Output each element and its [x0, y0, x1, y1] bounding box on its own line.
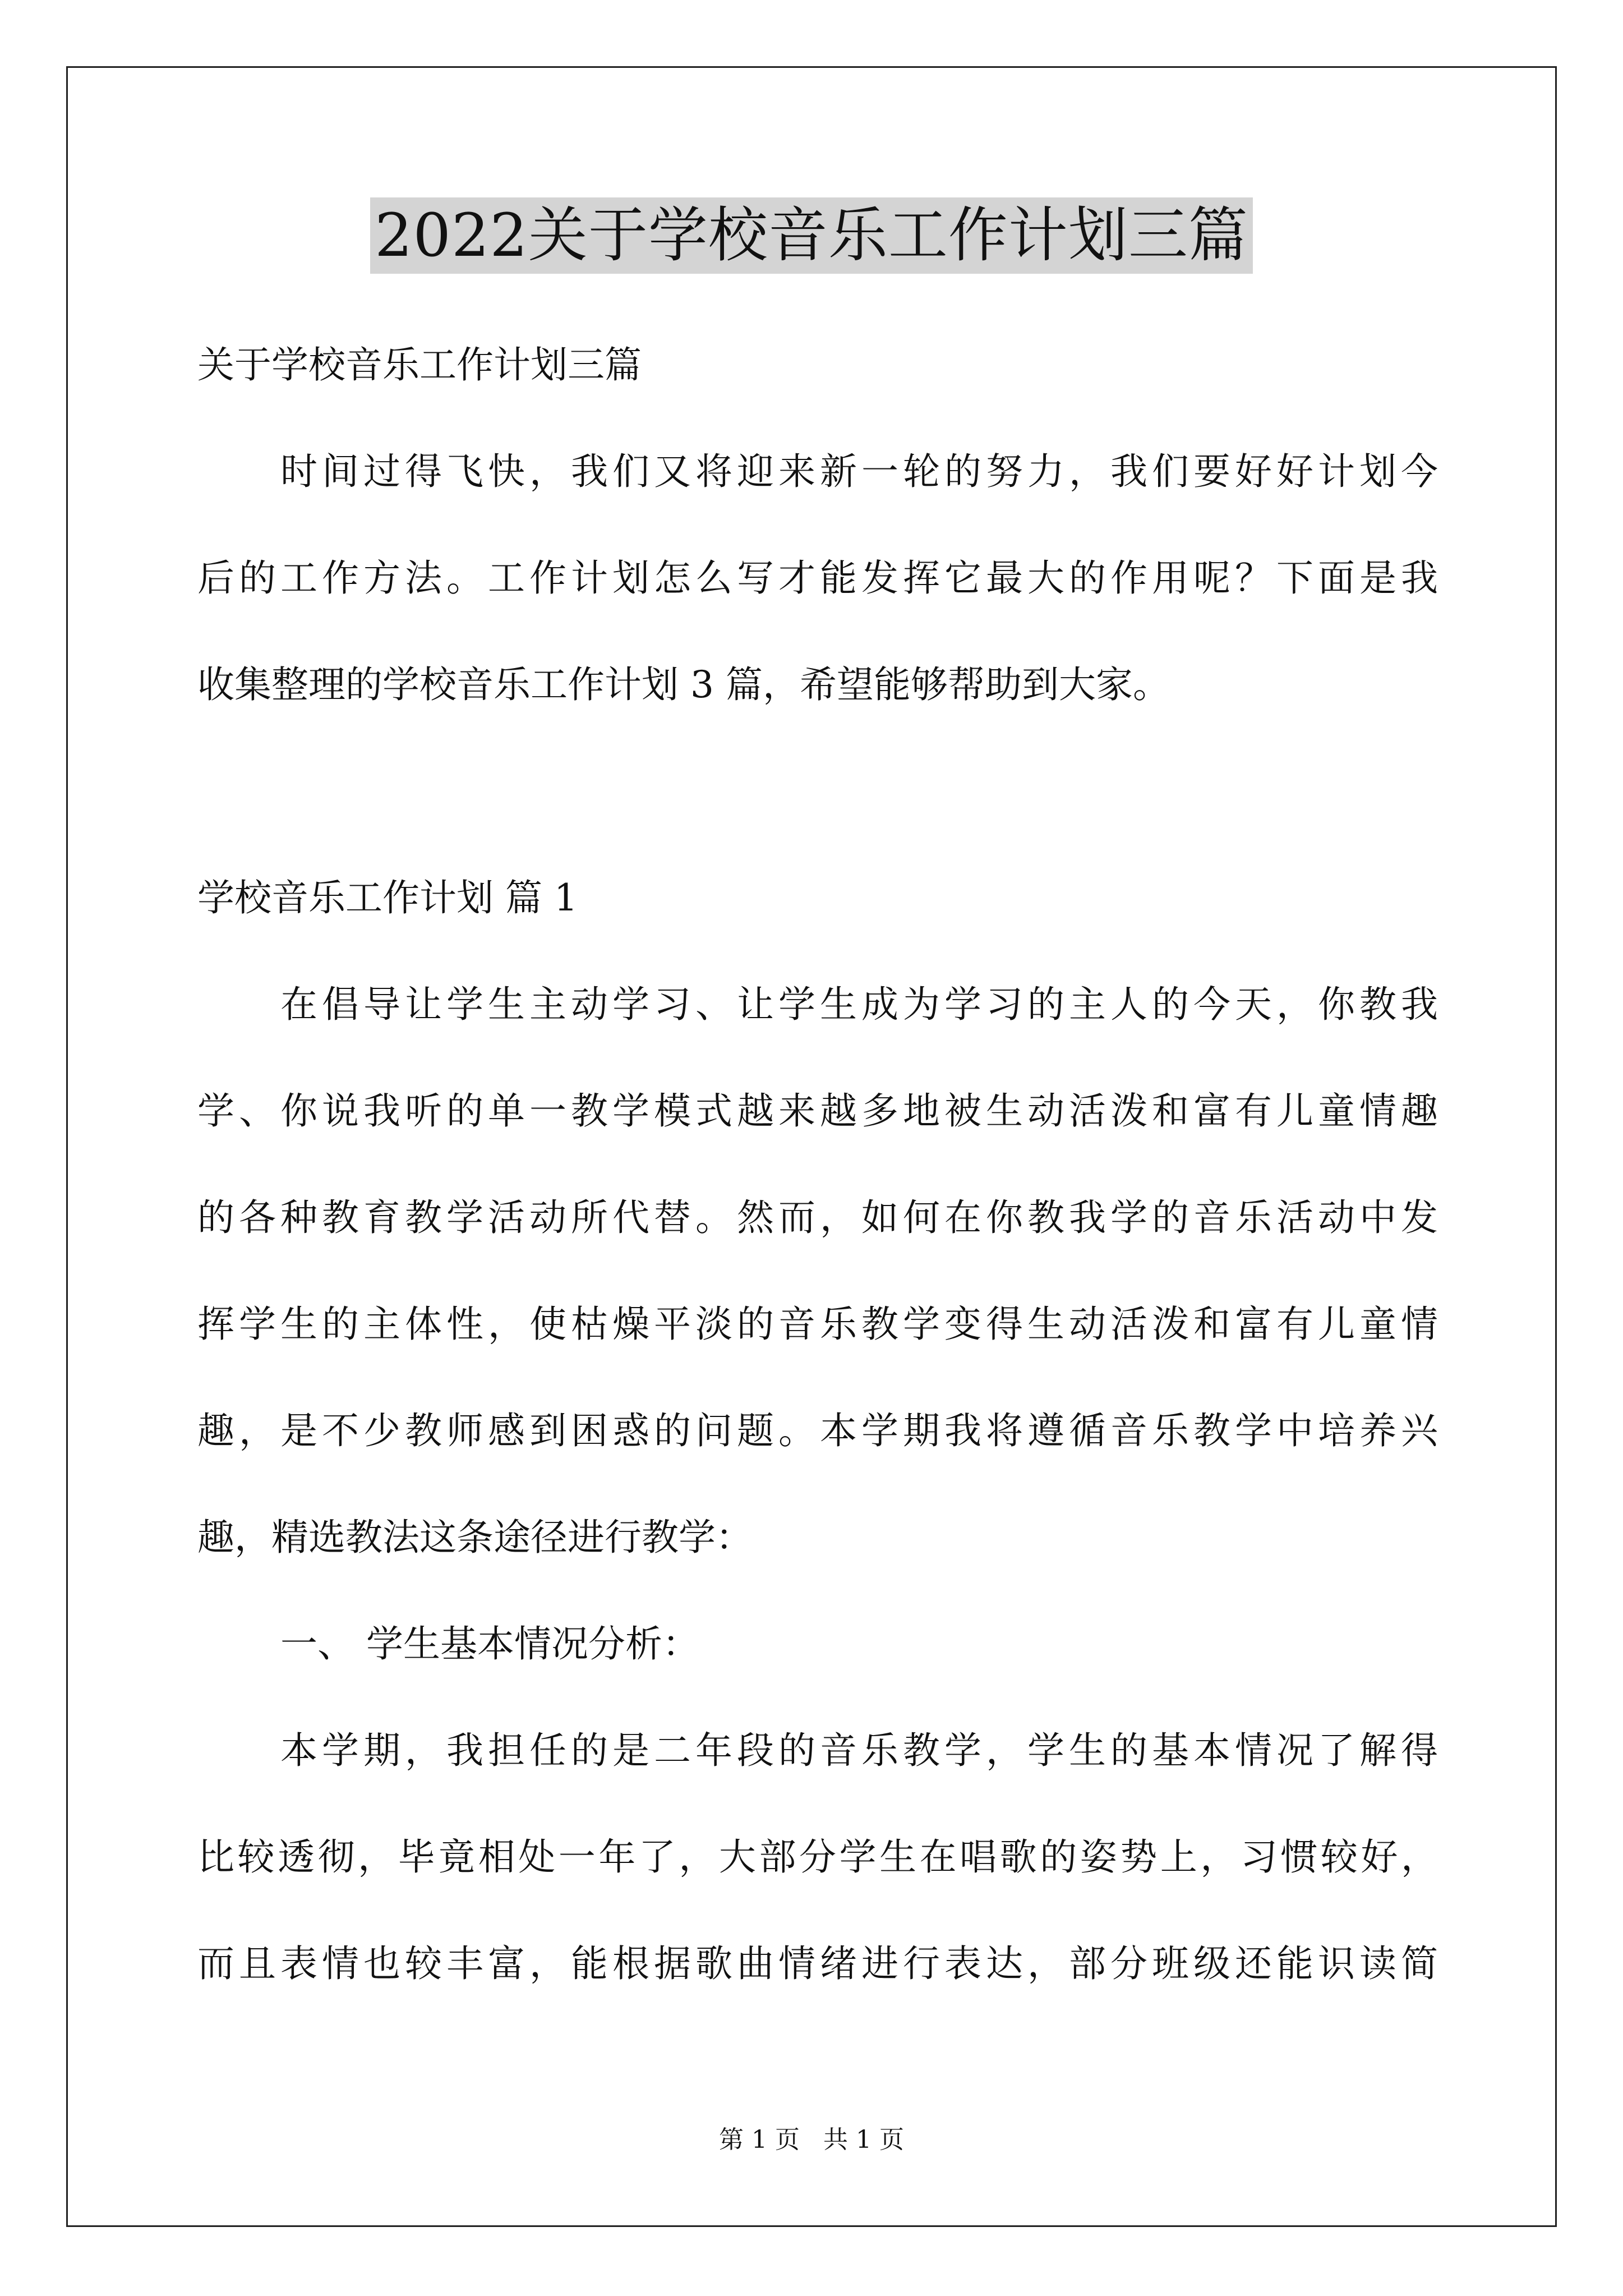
paragraph-line: 趣，精选教法这条途径进行教学： — [197, 1516, 753, 1559]
spacer — [197, 738, 1438, 845]
paragraph-line: 学、你说我听的单一教学模式越来越多地被生动活泼和富有儿童情趣 — [197, 1089, 1438, 1133]
paragraph-line: 而且表情也较丰富，能根据歌曲情绪进行表达，部分班级还能识读简 — [197, 1942, 1438, 1985]
item-heading: 一、 学生基本情况分析： — [280, 1622, 699, 1665]
paragraph-line: 本学期，我担任的是二年段的音乐教学，学生的基本情况了解得 — [280, 1729, 1438, 1772]
section-heading: 学校音乐工作计划 篇 1 — [197, 876, 578, 919]
document-title: 2022关于学校音乐工作计划三篇 — [370, 197, 1253, 274]
page-number: 第 1 页 — [719, 2125, 800, 2154]
paragraph-line: 在倡导让学生主动学习、让学生成为学习的主人的今天，你教我 — [280, 983, 1438, 1026]
subtitle: 关于学校音乐工作计划三篇 — [197, 343, 642, 386]
paragraph-line: 挥学生的主体性，使枯燥平淡的音乐教学变得生动活泼和富有儿童情 — [197, 1303, 1438, 1346]
page-total: 共 1 页 — [823, 2125, 904, 2154]
title-container — [0, 197, 1623, 274]
paragraph-line: 趣，是不少教师感到困惑的问题。本学期我将遵循音乐教学中培养兴 — [197, 1409, 1438, 1452]
intro-line: 收集整理的学校音乐工作计划 3 篇，希望能够帮助到大家。 — [197, 663, 1170, 706]
paragraph-line: 的各种教育教学活动所代替。然而，如何在你教我学的音乐活动中发 — [197, 1196, 1438, 1239]
intro-line: 时间过得飞快，我们又将迎来新一轮的努力，我们要好好计划今 — [280, 450, 1438, 493]
document-body — [197, 312, 1438, 2017]
intro-line: 后的工作方法。工作计划怎么写才能发挥它最大的作用呢？下面是我 — [197, 556, 1438, 600]
paragraph-line: 比较透彻，毕竟相处一年了，大部分学生在唱歌的姿势上，习惯较好， — [197, 1835, 1438, 1879]
page-footer — [0, 2123, 1623, 2157]
